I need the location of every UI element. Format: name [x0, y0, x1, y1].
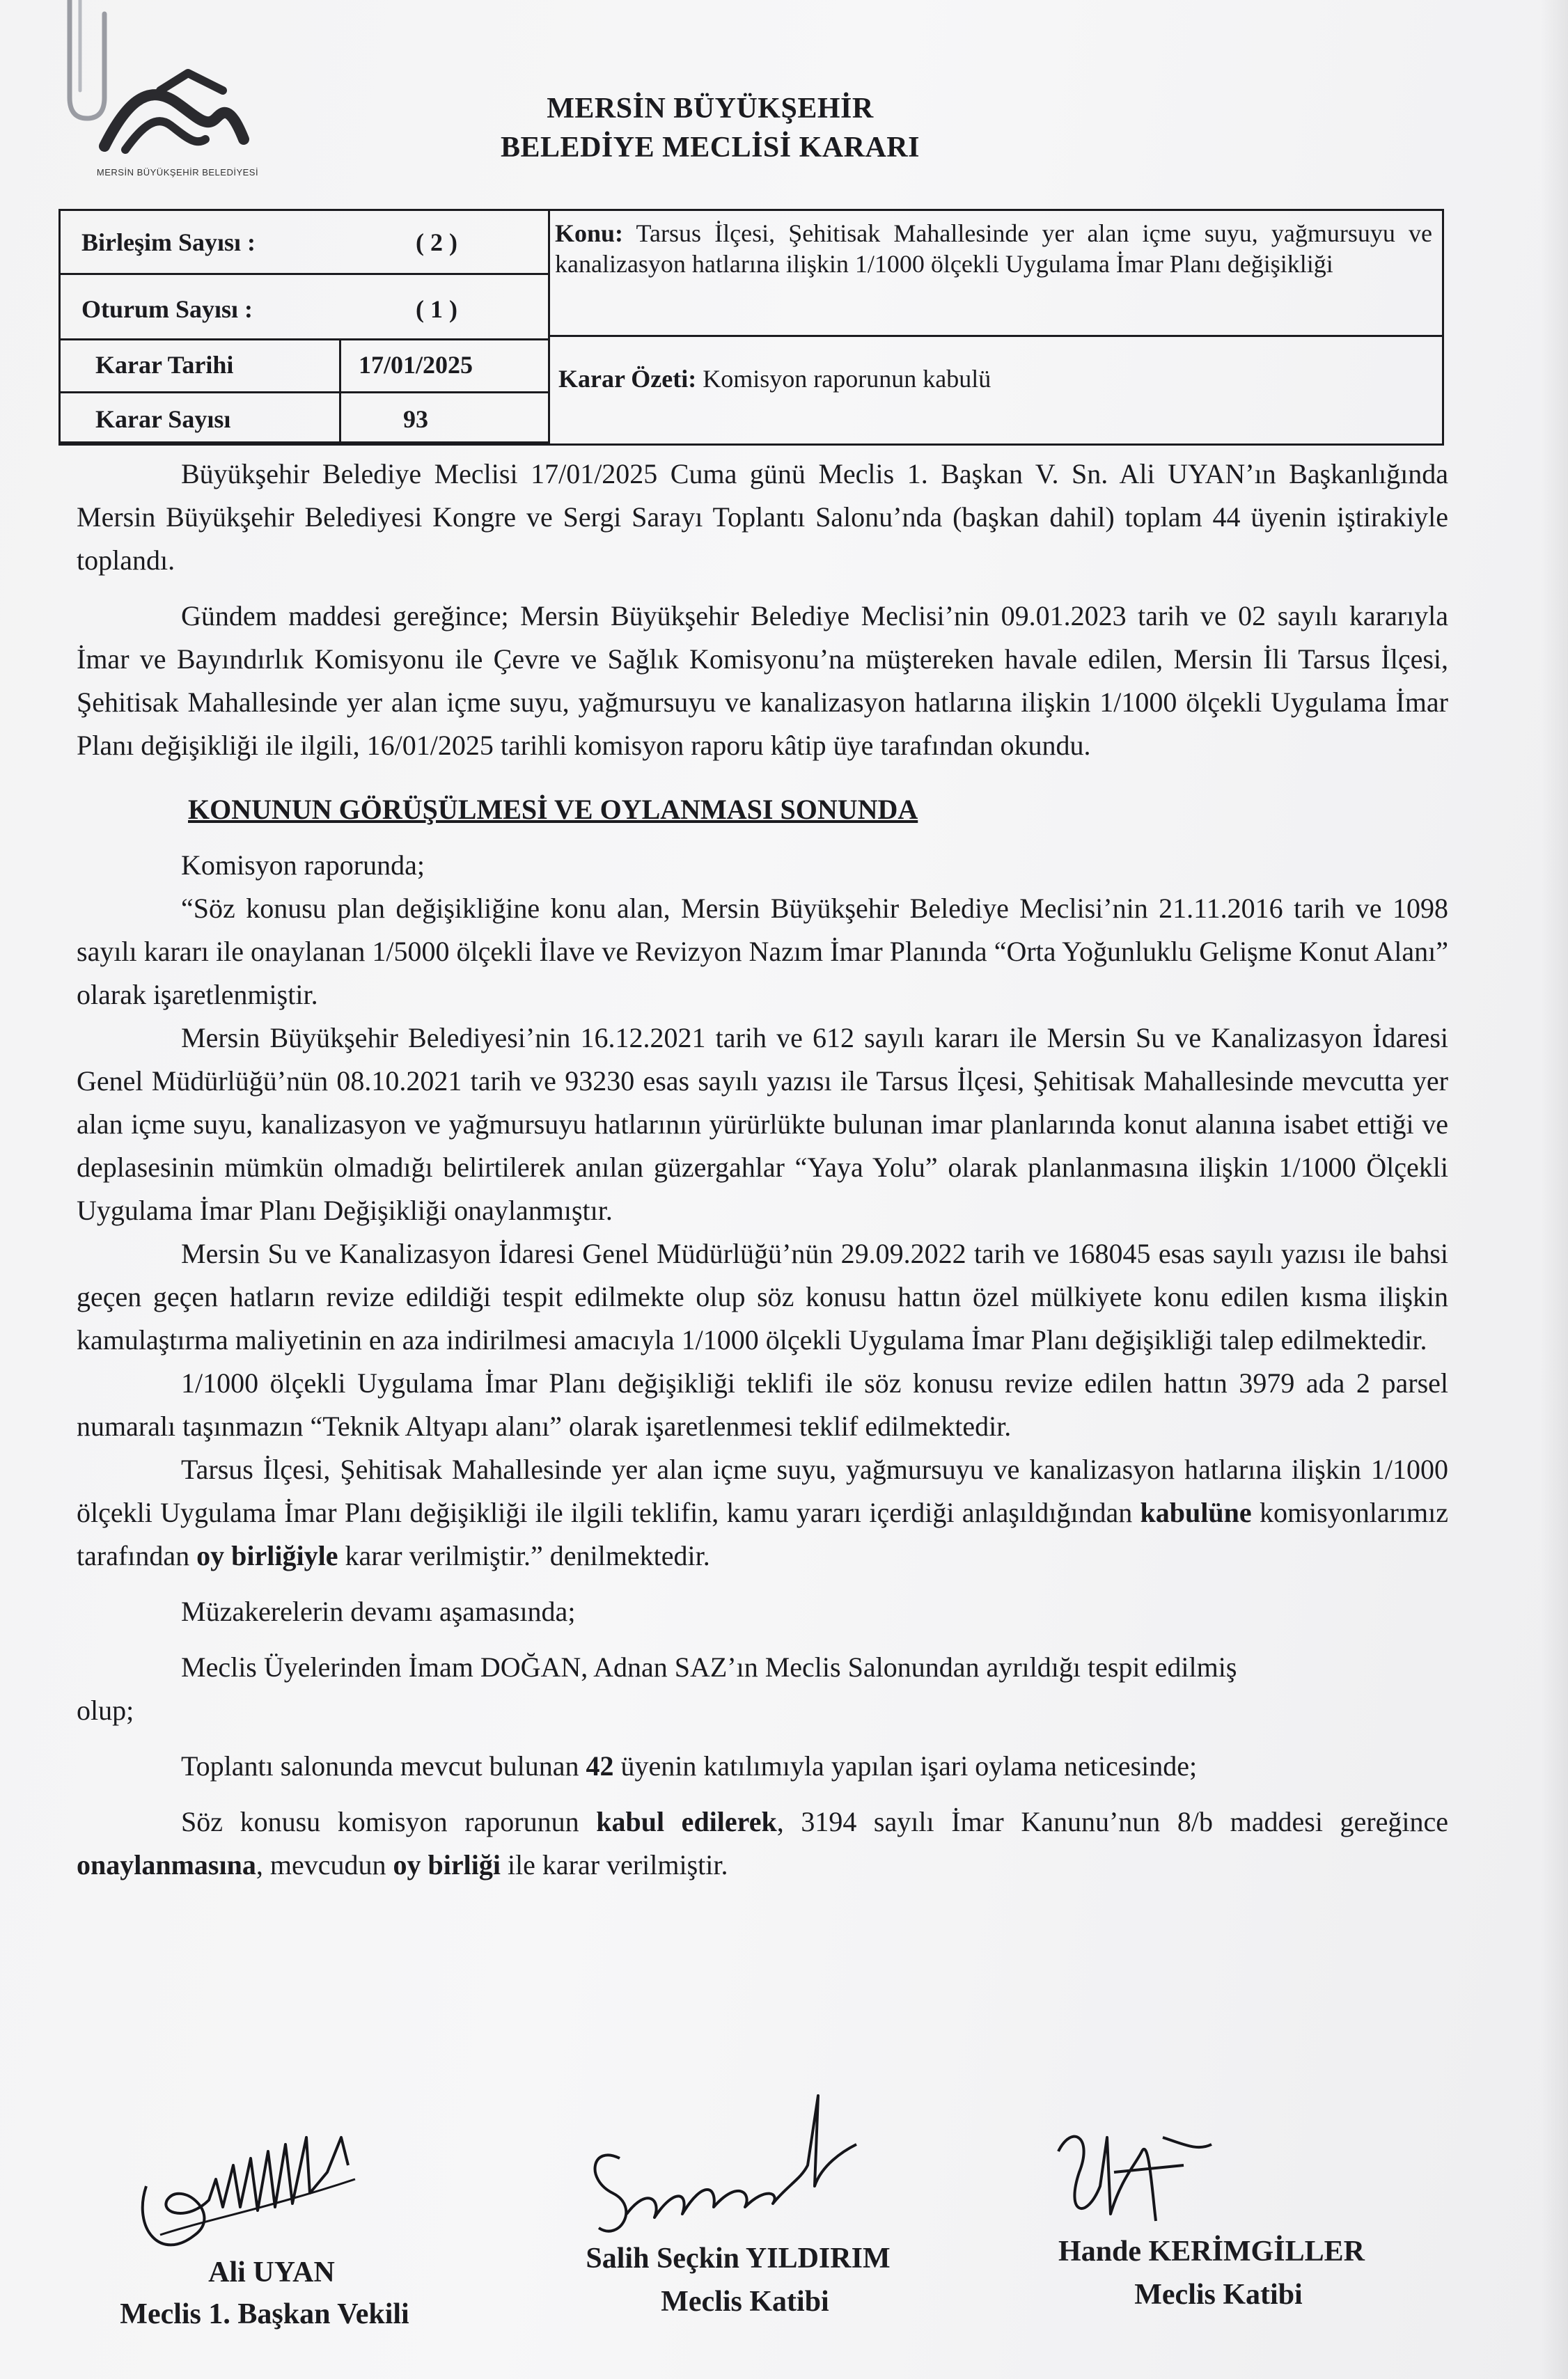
ozet-text: Komisyon raporunun kabulü	[703, 365, 991, 393]
p11-text-c: üyenin katılımıyla yapılan işari oylama neticesinde;	[620, 1750, 1198, 1782]
p8-text-a: Tarsus İlçesi, Şehitisak Mahallesinde yer alan içme suyu, yağmursuyu ve kanalizasyon hatlarına ilişkin 1/1000 ölçekli Uygulama İmar Planı değişikliği ile ilgili teklifin, kamu yararı içerdiği anlaşıldığından	[77, 1454, 1448, 1528]
karar-tarihi-label: Karar Tarihi	[95, 351, 234, 379]
signatory-2-name: Salih Seçkin YILDIRIM	[586, 2243, 891, 2275]
p12-text-a: Söz konusu komisyon raporunun	[181, 1806, 579, 1837]
oturum-label: Oturum Sayısı :	[81, 295, 253, 323]
paragraph-1: Büyükşehir Belediye Meclisi 17/01/2025 Cuma günü Meclis 1. Başkan V. Sn. Ali UYAN’ın Başkanlığında Mersin Büyükşehir Belediyesi Kongre ve Sergi Sarayı Toplantı Salonu’nda (başkan dahil) toplam 44 üyenin iştirakiyle toplandı.	[77, 458, 1448, 576]
row-karar-tarihi	[61, 340, 548, 393]
paragraph-8	[77, 1448, 1448, 1578]
page-title	[390, 89, 1030, 167]
p8-bold-kabulune: kabulüne	[1140, 1497, 1252, 1528]
row-birlesim	[61, 211, 548, 275]
page-edge-shadow	[1540, 0, 1568, 2379]
karar-sayisi-label: Karar Sayısı	[95, 405, 231, 433]
paragraph-3: Komisyon raporunda;	[181, 849, 425, 881]
decision-body	[77, 453, 1448, 1899]
p12-bold-onay: onaylanmasına	[77, 1849, 256, 1881]
p8-text-e: karar verilmiştir.” denilmektedir.	[345, 1540, 710, 1571]
signature-3-icon	[1030, 2110, 1239, 2242]
p12-text-g: ile karar verilmiştir.	[507, 1849, 728, 1881]
paragraph-11	[77, 1745, 1448, 1788]
title-line-1: MERSİN BÜYÜKŞEHİR	[547, 93, 874, 125]
signatory-3-role: Meclis Katibi	[1134, 2279, 1303, 2311]
paragraph-4: “Söz konusu plan değişikliğine konu alan, Mersin Büyükşehir Belediye Meclisi’nin 21.11.2016 tarih ve 1098 sayılı kararı ile onaylanan 1/5000 ölçekli İlave ve Revizyon Nazım İmar Planında “Orta Yoğunluklu Gelişme Konut Alanı” olarak işaretlenmiştir.	[77, 893, 1448, 1010]
p11-text-a: Toplantı salonunda mevcut bulunan	[181, 1750, 579, 1782]
info-left-column	[61, 211, 550, 443]
konu-text: Tarsus İlçesi, Şehitisak Mahallesinde yer alan içme suyu, yağmursuyu ve kanalizasyon hatlarına ilişkin 1/1000 ölçekli Uygulama İmar Planı değişikliği	[555, 219, 1432, 278]
signatory-3-name: Hande KERİMGİLLER	[1058, 2236, 1365, 2268]
table-divider	[550, 335, 1442, 337]
signature-block	[0, 2082, 1568, 2374]
karar-sayisi-value: 93	[403, 405, 428, 433]
signature-2-icon	[578, 2082, 870, 2256]
paragraph-10: Meclis Üyelerinden İmam DOĞAN, Adnan SAZ’ın Meclis Salonundan ayrıldığı tespit edilmiş	[181, 1651, 1237, 1683]
konu-cell	[555, 218, 1432, 279]
ozet-cell	[558, 364, 1429, 393]
row-oturum	[61, 275, 548, 340]
oturum-value: ( 1 )	[416, 295, 457, 323]
signature-1-icon	[118, 2096, 383, 2270]
p12-bold-oybirligi: oy birliği	[393, 1849, 501, 1881]
p11-count: 42	[586, 1750, 614, 1782]
p8-text-c: komisyonlarımız tarafından	[77, 1497, 1449, 1571]
p12-text-c: , 3194 sayılı İmar Kanunu’nun 8/b maddesi gereğince	[776, 1806, 1448, 1837]
mersin-logo-icon	[84, 63, 265, 181]
paragraph-5: Mersin Büyükşehir Belediyesi’nin 16.12.2021 tarih ve 612 sayılı kararı ile Mersin Su ve Kanalizasyon İdaresi Genel Müdürlüğü’nün 08.10.2021 tarih ve 93230 esas sayılı yazısı ile Tarsus İlçesi, Şehitisak Mahallesinde mevcutta yer alan içme suyu, kanalizasyon ve yağmursuyu hatlarının yürürlükte bulunan imar planlarında konut alanına isabet ettiği ve deplasesinin mümkün olmadığı belirtilerek anılan güzergahlar “Yaya Yolu” olarak planlanmasına ilişkin 1/1000 Ölçekli Uygulama İmar Planı Değişikliği onaylanmıştır.	[77, 1022, 1448, 1226]
signatory-1-name: Ali UYAN	[208, 2256, 335, 2288]
title-line-2: BELEDİYE MECLİSİ KARARI	[501, 132, 920, 164]
paragraph-7: 1/1000 ölçekli Uygulama İmar Planı değişikliği teklifi ile söz konusu revize edilen hattın 3979 ada 2 parsel numaralı taşınmazın “Teknik Altyapı alanı” olarak işaretlenmesi teklif edilmektedir.	[77, 1367, 1448, 1442]
decision-info-table	[58, 209, 1444, 446]
logo-caption: MERSİN BÜYÜKŞEHİR BELEDİYESİ	[96, 167, 259, 178]
p8-bold-oybirligi: oy birliğiyle	[196, 1540, 338, 1571]
row-karar-sayisi	[61, 393, 548, 443]
paragraph-6: Mersin Su ve Kanalizasyon İdaresi Genel Müdürlüğü’nün 29.09.2022 tarih ve 168045 esas sayılı yazısı ile bahsi geçen geçen hatların revize edildiği tespit edilmekte olup söz konusu hattın özel mülkiyete konu edilen kısma ilişkin kamulaştırma maliyetinin en aza indirilmesi amacıyla 1/1000 ölçekli Uygulama İmar Planı değişikliği talep edilmektedir.	[77, 1238, 1448, 1356]
signatory-2-role: Meclis Katibi	[661, 2286, 829, 2318]
ozet-label: Karar Özeti:	[558, 365, 697, 393]
karar-tarihi-value: 17/01/2025	[358, 351, 473, 379]
section-heading: KONUNUN GÖRÜŞÜLMESİ VE OYLANMASI SONUNDA	[188, 794, 918, 825]
paragraph-12	[77, 1800, 1448, 1887]
paragraph-10-cont: olup;	[77, 1695, 134, 1726]
birlesim-value: ( 2 )	[416, 228, 457, 256]
p12-text-e: , mevcudun	[256, 1849, 386, 1881]
p12-bold-kabul: kabul edilerek	[596, 1806, 777, 1837]
paragraph-9: Müzakerelerin devamı aşamasında;	[181, 1596, 576, 1627]
konu-label: Konu:	[555, 219, 624, 247]
table-divider	[339, 340, 341, 443]
signatory-1-role: Meclis 1. Başkan Vekili	[120, 2298, 409, 2330]
birlesim-label: Birleşim Sayısı :	[81, 228, 256, 256]
paragraph-2: Gündem maddesi gereğince; Mersin Büyükşehir Belediye Meclisi’nin 09.01.2023 tarih ve 02 sayılı kararıyla İmar ve Bayındırlık Komisyonu ile Çevre ve Sağlık Komisyonu’na müştereken havale edilen, Mersin İli Tarsus İlçesi, Şehitisak Mahallesinde yer alan içme suyu, yağmursuyu ve kanalizasyon hatlarına ilişkin 1/1000 ölçekli Uygulama İmar Planı değişikliği ile ilgili, 16/01/2025 tarihli komisyon raporu kâtip üye tarafından okundu.	[77, 600, 1448, 761]
